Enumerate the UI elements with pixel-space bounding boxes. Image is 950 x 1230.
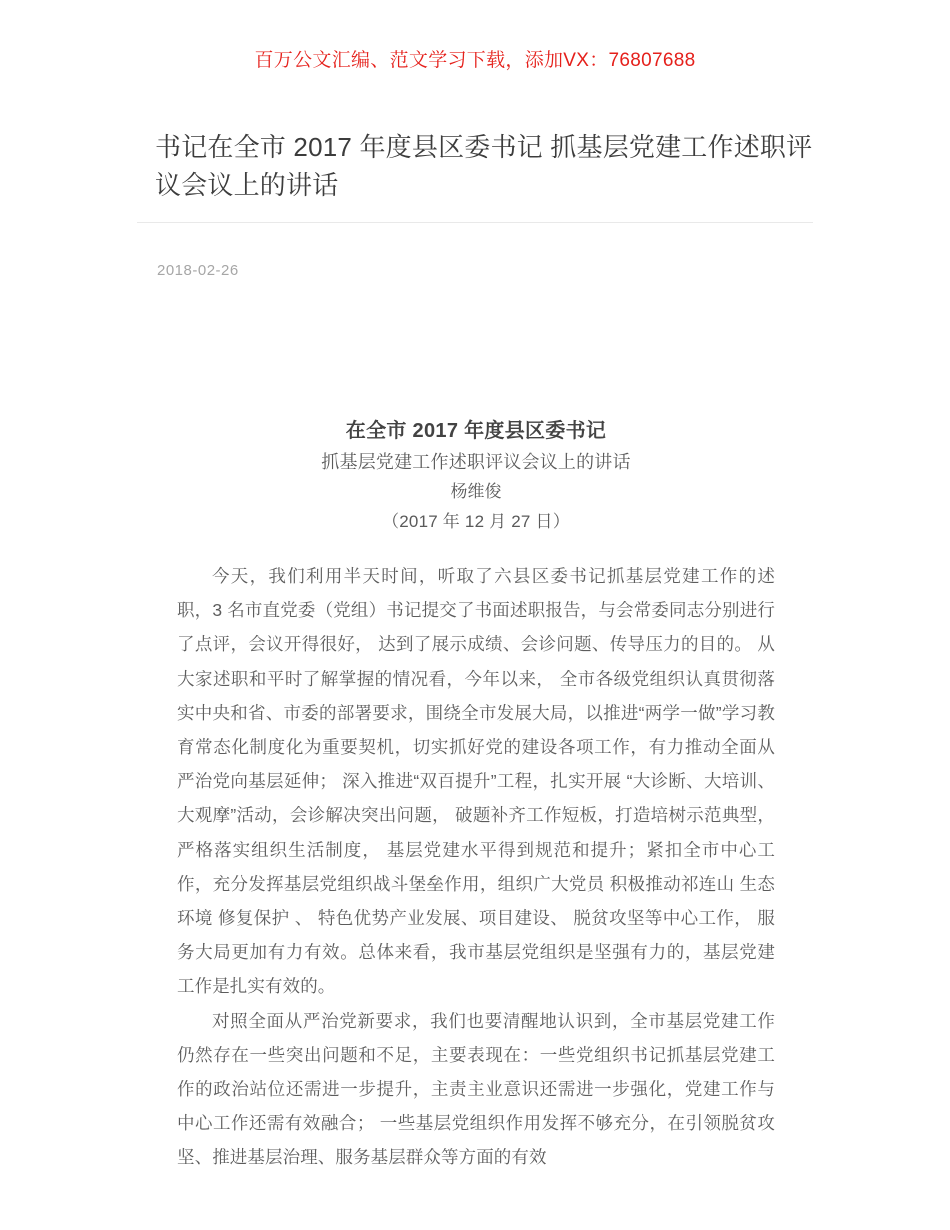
- page-title: 书记在全市 2017 年度县区委书记 抓基层党建工作述职评议会议上的讲话: [155, 132, 813, 200]
- body-paragraphs: [177, 559, 775, 1175]
- document-heading-main: 在全市 2017 年度县区委书记: [345, 420, 607, 442]
- document-heading-block: [177, 415, 775, 537]
- document-author: 杨维俊: [450, 482, 502, 501]
- document-date: （2017 年 12 月 27 日）: [382, 512, 570, 531]
- document-heading-sub: 抓基层党建工作述职评议会议上的讲话: [321, 452, 631, 472]
- promo-banner: 百万公文汇编、范文学习下载，添加VX：76807688: [254, 50, 696, 71]
- article-body: [177, 415, 775, 1175]
- publish-date: 2018-02-26: [157, 262, 239, 279]
- body-paragraph: 对照全面从严治党新要求，我们也要清醒地认识到，全市基层党建工作仍然存在一些突出问题和不足，主要表现在：一些党组织书记抓基层党建工作的政治站位还需进一步提升，主责主业意识还需进一步强化，党建工作与中心工作还需有效融合； 一些基层党组织作用发挥不够充分，在引领脱贫攻坚、推进基层治理、服务基层群众等方面的有效: [177, 1010, 775, 1168]
- body-paragraph: 今天，我们利用半天时间，听取了六县区委书记抓基层党建工作的述职，3 名市直党委（党组）书记提交了书面述职报告，与会常委同志分别进行了点评，会议开得很好， 达到了展示成绩、会诊问题、传导压力的目的。 从大家述职和平时了解掌握的情况看，今年以来， 全市各级党组织认真贯彻落实中央和省、市委的部署要求，围绕全市发展大局，以推进“两学一做”学习教育常态化制度化为重要契机，切实抓好党的建设各项工作，有力推动全面从严治党向基层延伸； 深入推进“双百提升”工程，扎实开展 “大诊断、大培训、大观摩”活动，会诊解决突出问题， 破题补齐工作短板，打造培树示范典型， 严格落实组织生活制度， 基层党建水平得到规范和提升；紧扣全市中心工作，充分发挥基层党组织战斗堡垒作用，组织广大党员 积极推动祁连山 生态环境 修复保护 、 特色优势产业发展、项目建设、 脱贫攻坚等中心工作， 服务大局更加有力有效。总体来看，我市基层党组织是坚强有力的，基层党建工作是扎实有效的。: [177, 566, 775, 997]
- page-header: [155, 128, 815, 204]
- title-divider: [137, 222, 813, 223]
